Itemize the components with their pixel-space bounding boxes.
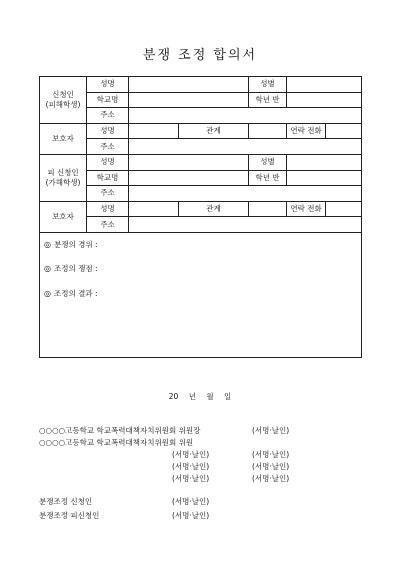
victim-gender-label: 성별 [249, 77, 287, 93]
victim-gender-field[interactable] [287, 77, 362, 93]
notes-area[interactable] [40, 232, 362, 357]
chair-seal[interactable]: (서명·날인) [252, 426, 290, 435]
applicant-label: 분쟁조정 신청인 [39, 497, 93, 506]
notes-row [40, 232, 362, 357]
offender-school-field[interactable] [129, 170, 249, 186]
offender-address-label: 주소 [87, 186, 129, 202]
victim-name-field[interactable] [129, 77, 249, 93]
victim-address-label: 주소 [87, 108, 129, 124]
offender-row-school [40, 170, 362, 186]
offender-guardian-row-address [40, 217, 362, 233]
course-label: 분쟁의 경위 : [53, 239, 98, 249]
victim-guardian-name-label: 성명 [87, 123, 129, 139]
offender-guardian-relation-label: 관계 [179, 201, 249, 217]
victim-address-field[interactable] [129, 108, 362, 124]
date-line: 20 년 월 일 [168, 392, 232, 401]
member-seal-4[interactable]: (서명·날인) [252, 462, 290, 471]
respondent-seal[interactable]: (서명·날인) [172, 511, 210, 520]
victim-guardian-row-address [40, 139, 362, 155]
victim-guardian-row-name [40, 123, 362, 139]
offender-grade-field[interactable] [287, 170, 362, 186]
offender-name-label: 성명 [87, 154, 129, 170]
bullet-icon: ◎ [44, 239, 51, 249]
victim-group-label: 신청인 (피해학생) [40, 77, 87, 124]
victim-guardian-contact-field[interactable] [326, 123, 362, 139]
offender-name-field[interactable] [129, 154, 249, 170]
victim-row-name [40, 77, 362, 93]
victim-name-label: 성명 [87, 77, 129, 93]
offender-guardian-name-label: 성명 [87, 201, 129, 217]
offender-guardian-relation-field[interactable] [249, 201, 287, 217]
member-signature-label: ○○○○고등학교 학교폭력대책자치위원회 위원 [39, 438, 194, 447]
victim-guardian-contact-label: 연락 전화 [287, 123, 326, 139]
victim-guardian-name-field[interactable] [129, 123, 179, 139]
victim-row-school [40, 92, 362, 108]
victim-grade-label: 학년 반 [249, 92, 287, 108]
offender-guardian-name-field[interactable] [129, 201, 179, 217]
result-label: 조정의 결과 : [53, 288, 98, 298]
offender-address-field[interactable] [129, 186, 362, 202]
chair-signature-label: ○○○○고등학교 학교폭력대책자치위원회 위원장 [39, 426, 201, 435]
victim-guardian-relation-field[interactable] [249, 123, 287, 139]
offender-gender-label: 성별 [249, 154, 287, 170]
victim-school-label: 학교명 [87, 92, 129, 108]
offender-guardian-row-name [40, 201, 362, 217]
offender-guardian-address-label: 주소 [87, 217, 129, 233]
member-seal-3[interactable]: (서명·날인) [172, 462, 210, 471]
member-seal-2[interactable]: (서명·날인) [252, 450, 290, 459]
issue-label: 조정의 쟁점 : [53, 264, 98, 274]
member-seal-6[interactable]: (서명·날인) [252, 474, 290, 483]
respondent-label: 분쟁조정 피신청인 [39, 511, 100, 520]
offender-grade-label: 학년 반 [249, 170, 287, 186]
applicant-seal[interactable]: (서명·날인) [172, 497, 210, 506]
victim-guardian-label: 보호자 [40, 123, 87, 154]
victim-guardian-address-label: 주소 [87, 139, 129, 155]
offender-guardian-address-field[interactable] [129, 217, 362, 233]
victim-grade-field[interactable] [287, 92, 362, 108]
offender-guardian-contact-field[interactable] [326, 201, 362, 217]
member-seal-1[interactable]: (서명·날인) [172, 450, 210, 459]
issue-line [44, 263, 357, 275]
victim-row-address [40, 108, 362, 124]
course-line [44, 239, 357, 251]
offender-guardian-label: 보호자 [40, 201, 87, 232]
offender-guardian-contact-label: 연락 전화 [287, 201, 326, 217]
member-seal-5[interactable]: (서명·날인) [172, 474, 210, 483]
bullet-icon: ◎ [44, 288, 51, 298]
result-line [44, 288, 357, 300]
victim-school-field[interactable] [129, 92, 249, 108]
offender-school-label: 학교명 [87, 170, 129, 186]
document-title: 분쟁 조정 합의서 [142, 48, 258, 63]
victim-guardian-address-field[interactable] [129, 139, 362, 155]
offender-gender-field[interactable] [287, 154, 362, 170]
agreement-form-table [39, 76, 362, 358]
offender-group-label: 피 신청인 (가해학생) [40, 154, 87, 201]
victim-guardian-relation-label: 관계 [179, 123, 249, 139]
offender-row-name [40, 154, 362, 170]
offender-row-address [40, 186, 362, 202]
bullet-icon: ◎ [44, 264, 51, 274]
